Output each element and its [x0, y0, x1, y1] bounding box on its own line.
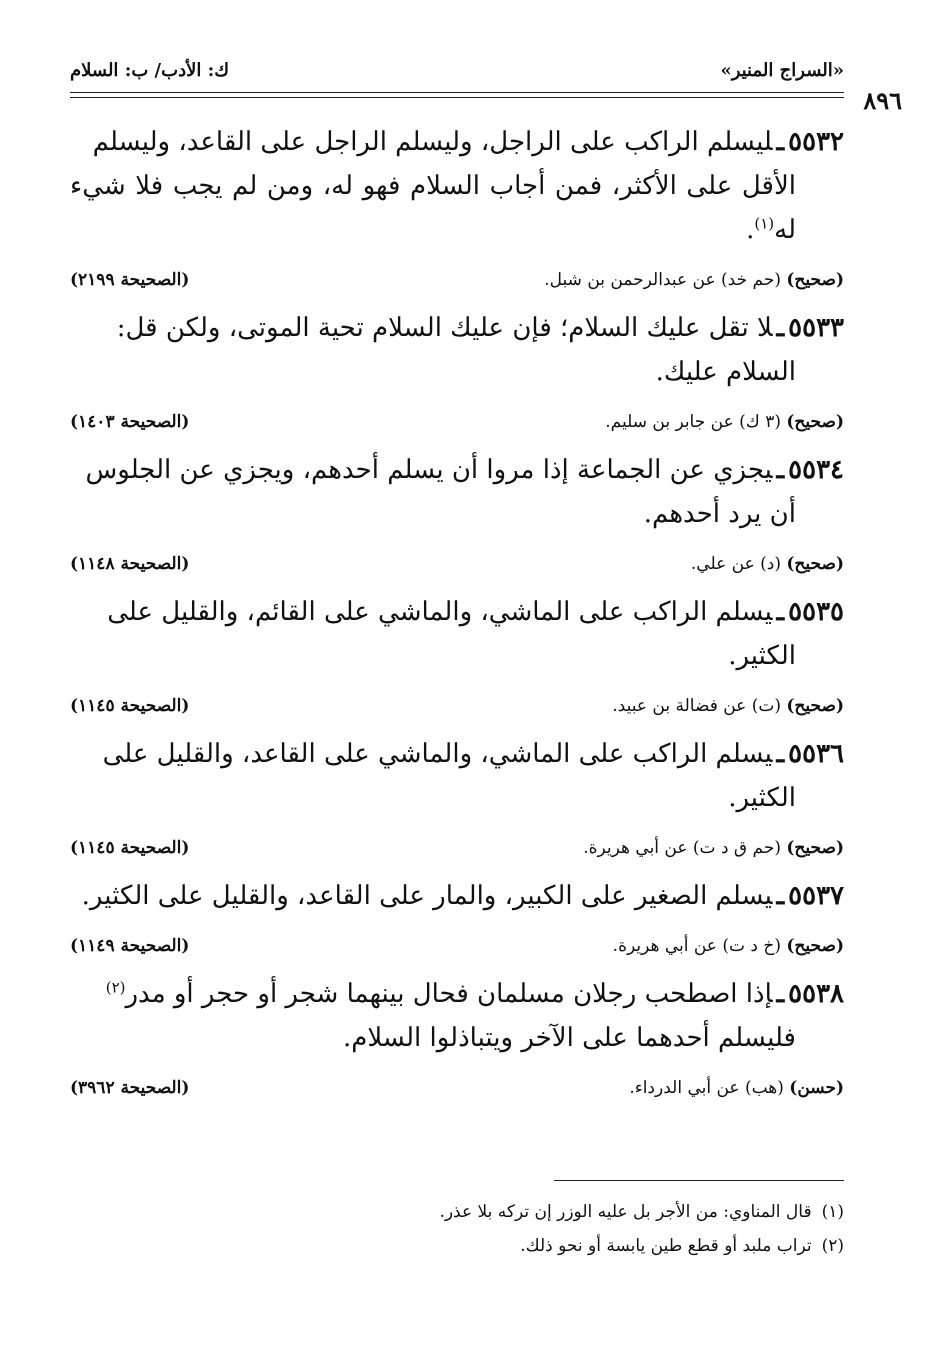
reference: (الصحيحة ١١٤٨): [70, 554, 190, 574]
hadith-entry: [70, 732, 844, 868]
hadith-text-continuation: السلام عليك.: [655, 357, 796, 387]
hadith-text: ٥٥٣٤ـيجزي عن الجماعة إذا مروا أن يسلم أحدهم، ويجزي عن الجلوس أن يرد أحدهم.: [70, 448, 844, 536]
hadith-list: [70, 120, 844, 1114]
hadith-text-line: يسلم الصغير على الكبير، والمار على القاعد، والقليل على الكثير.: [81, 881, 773, 911]
footnote: [70, 1195, 844, 1229]
source-text: (هب) عن أبي الدرداء.: [629, 1078, 784, 1098]
header-rule-thin: [70, 97, 844, 98]
reference: (الصحيحة ١١٤٩): [70, 936, 190, 956]
hadith-number: ٥٥٣٦: [788, 739, 844, 769]
footnote-text: قال المناوي: من الأجر بل عليه الوزر إن تركه بلا عذر.: [439, 1202, 812, 1222]
hadith-text-line: يجزي عن الجماعة إذا مروا أن يسلم أحدهم، ويجزي عن الجلوس: [85, 455, 773, 485]
hadith-text: ٥٥٣٣ـلا تقل عليك السلام؛ فإن عليك السلام تحية الموتى، ولكن قل: السلام عليك.: [70, 306, 844, 394]
hadith-text: ٥٥٣٧ـيسلم الصغير على الكبير، والمار على القاعد، والقليل على الكثير.: [81, 881, 844, 911]
hadith-text: ٥٥٣٢ـليسلم الراكب على الراجل، وليسلم الراجل على القاعد، وليسلم الأقل على الأكثر، فمن أجاب السلام فهو له، ومن لم يجب فلا شيء له$^{(١)}$.: [70, 127, 844, 245]
footnote-text: تراب ملبد أو قطع طين يابسة أو نحو ذلك.: [520, 1236, 812, 1256]
hadith-grade: (صحيح): [786, 838, 844, 858]
hadith-text: ٥٥٣٦ـيسلم الراكب على الماشي، والماشي على القاعد، والقليل على الكثير.: [70, 732, 844, 820]
hadith-number: ٥٥٣٣: [788, 313, 844, 343]
hadith-text-line: ليسلم الراكب على الراجل، وليسلم الراجل على القاعد، وليسلم: [92, 127, 773, 157]
footnote-number: (١): [821, 1202, 844, 1222]
hadith-text-continuation: الكثير.: [728, 783, 796, 813]
footnote: [70, 1229, 844, 1263]
hadith-text-continuation: فليسلم أحدهما على الآخر ويتباذلوا السلام.: [343, 1023, 796, 1053]
hadith-entry: [70, 306, 844, 442]
hadith-text-line: يسلم الراكب على الماشي، والماشي على القائم، والقليل على: [107, 597, 773, 627]
hadith-entry: [70, 590, 844, 726]
hadith-grade: (صحيح): [786, 696, 844, 716]
reference: (الصحيحة ١٤٠٣): [70, 412, 190, 432]
source-text: (حم خد) عن عبدالرحمن بن شبل.: [544, 270, 781, 290]
hadith-number: ٥٥٣٨: [788, 979, 844, 1009]
hadith-entry: [70, 972, 844, 1108]
reference: (الصحيحة ١١٤٥): [70, 696, 190, 716]
source-text: (د) عن علي.: [690, 554, 781, 574]
hadith-source: [70, 406, 844, 442]
source-text: (ت) عن فضالة بن عبيد.: [612, 696, 781, 716]
hadith-source: [70, 1072, 844, 1108]
footnote-marker[interactable]: (٢): [105, 978, 126, 997]
hadith-number: ٥٥٣٤: [788, 455, 844, 485]
header-rule: [70, 92, 844, 93]
hadith-text-line: يسلم الراكب على الماشي، والماشي على القاعد، والقليل على: [102, 739, 773, 769]
hadith-text-line: إذا اصطحب رجلان مسلمان فحال بينهما شجر أو حجر أو مدر: [125, 979, 773, 1009]
hadith-grade: (صحيح): [786, 412, 844, 432]
hadith-text: ٥٥٣٨ـإذا اصطحب رجلان مسلمان فحال بينهما شجر أو حجر أو مدر$^{(٢)}$ فليسلم أحدهما على الآخر ويتباذلوا السلام.: [70, 972, 844, 1060]
hadith-text: ٥٥٣٥ـيسلم الراكب على الماشي، والماشي على القائم، والقليل على الكثير.: [70, 590, 844, 678]
source-text: (حم ق د ت) عن أبي هريرة.: [583, 838, 781, 858]
hadith-grade: (صحيح): [786, 554, 844, 574]
hadith-number: ٥٥٣٥: [788, 597, 844, 627]
hadith-number: ٥٥٣٧: [788, 881, 844, 911]
footnote-number: (٢): [821, 1236, 844, 1256]
page-number: ٨٩٦: [863, 86, 902, 115]
hadith-text-continuation: أن يرد أحدهم.: [643, 499, 796, 529]
hadith-text-line: لا تقل عليك السلام؛ فإن عليك السلام تحية الموتى، ولكن قل:: [116, 313, 773, 343]
hadith-source: [70, 690, 844, 726]
hadith-number: ٥٥٣٢: [788, 127, 844, 157]
hadith-entry: [70, 120, 844, 300]
reference: (الصحيحة ١١٤٥): [70, 838, 190, 858]
hadith-grade: (صحيح): [786, 270, 844, 290]
hadith-source: [70, 264, 844, 300]
hadith-source: [70, 832, 844, 868]
chapter-title: ك: الأدب/ ب: السلام: [70, 60, 230, 81]
book-title: «السراج المنير»: [720, 60, 844, 81]
footnotes: [70, 1180, 844, 1263]
hadith-grade: (حسن): [789, 1078, 844, 1098]
source-text: (خ د ت) عن أبي هريرة.: [612, 936, 781, 956]
hadith-source: [70, 548, 844, 584]
hadith-source: [70, 930, 844, 966]
source-text: (٣ ك) عن جابر بن سليم.: [605, 412, 781, 432]
hadith-text-continuation: الكثير.: [728, 641, 796, 671]
hadith-grade: (صحيح): [786, 936, 844, 956]
hadith-entry: [70, 874, 844, 966]
reference: (الصحيحة ٣٩٦٢): [70, 1078, 190, 1098]
footnote-marker[interactable]: (١): [754, 214, 775, 233]
hadith-text-continuation: الأقل على الأكثر، فمن أجاب السلام فهو له، ومن لم يجب فلا شيء له: [70, 171, 796, 245]
hadith-entry: [70, 448, 844, 584]
running-header: [70, 58, 844, 92]
reference: (الصحيحة ٢١٩٩): [70, 270, 190, 290]
